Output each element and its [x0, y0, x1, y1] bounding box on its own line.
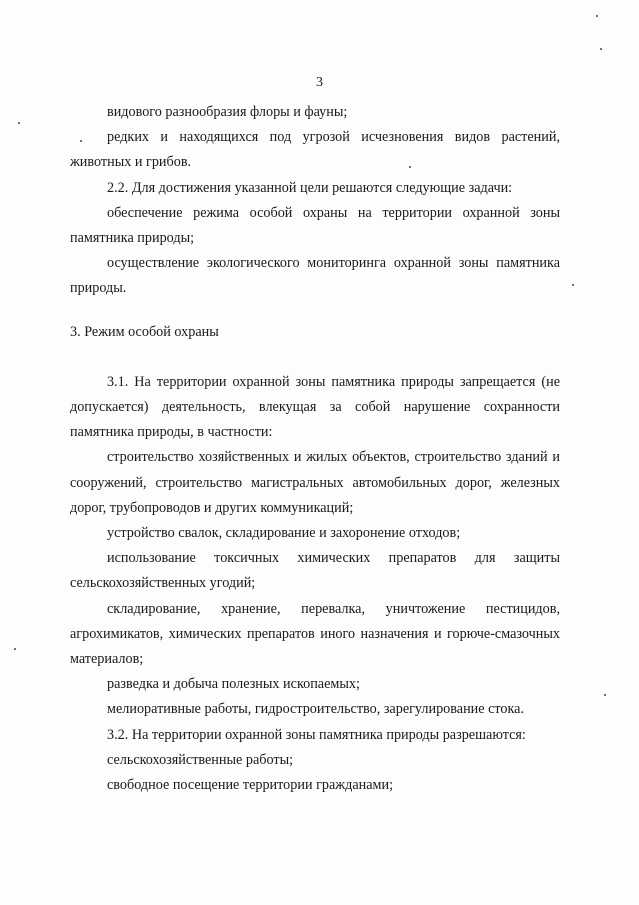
page-number: 3 — [316, 75, 323, 90]
paragraph: 3.1. На территории охранной зоны памятника природы запрещается (не допускается) деятельность, влекущая за собой нарушение сохранности памятника природы, в частности: — [70, 373, 560, 441]
scan-speck — [80, 140, 82, 142]
scan-speck — [14, 648, 16, 650]
paragraph: обеспечение режима особой охраны на территории охранной зоны памятника природы; — [70, 204, 560, 247]
scan-speck — [596, 15, 598, 17]
paragraph: видового разнообразия флоры и фауны; — [107, 104, 348, 120]
scan-speck — [18, 122, 20, 124]
paragraph: свободное посещение территории гражданами; — [107, 777, 394, 794]
paragraph: мелиоративные работы, гидростроительство, зарегулирование стока. — [107, 701, 525, 718]
paragraph: складирование, хранение, перевалка, уничтожение пестицидов, агрохимикатов, химических препаратов иного назначения и горюче-смазочных материалов; — [70, 600, 560, 668]
paragraph: использование токсичных химических препаратов для защиты сельскохозяйственных угодий; — [70, 550, 560, 592]
paragraph: осуществление экологического мониторинга охранной зоны памятника природы. — [70, 255, 560, 297]
paragraph: 2.2. Для достижения указанной цели решаются следующие задачи: — [107, 179, 513, 196]
paragraph: сельскохозяйственные работы; — [107, 751, 294, 768]
scan-speck — [409, 166, 411, 168]
scan-speck — [600, 48, 602, 50]
paragraph: редких и находящихся под угрозой исчезновения видов растений, животных и грибов. — [70, 129, 560, 171]
paragraph: разведка и добыча полезных ископаемых; — [107, 676, 360, 693]
paragraph: строительство хозяйственных и жилых объектов, строительство зданий и сооружений, строительство магистральных автомобильных дорог, железных дорог, трубопроводов и других коммуникаций; — [70, 449, 560, 516]
document-body — [70, 100, 560, 798]
paragraph: 3.2. На территории охранной зоны памятника природы разрешаются: — [107, 726, 526, 743]
scan-speck — [604, 694, 606, 696]
scan-speck — [572, 284, 574, 286]
section-heading: 3. Режим особой охраны — [70, 323, 219, 340]
paragraph: устройство свалок, складирование и захоронение отходов; — [107, 525, 461, 542]
